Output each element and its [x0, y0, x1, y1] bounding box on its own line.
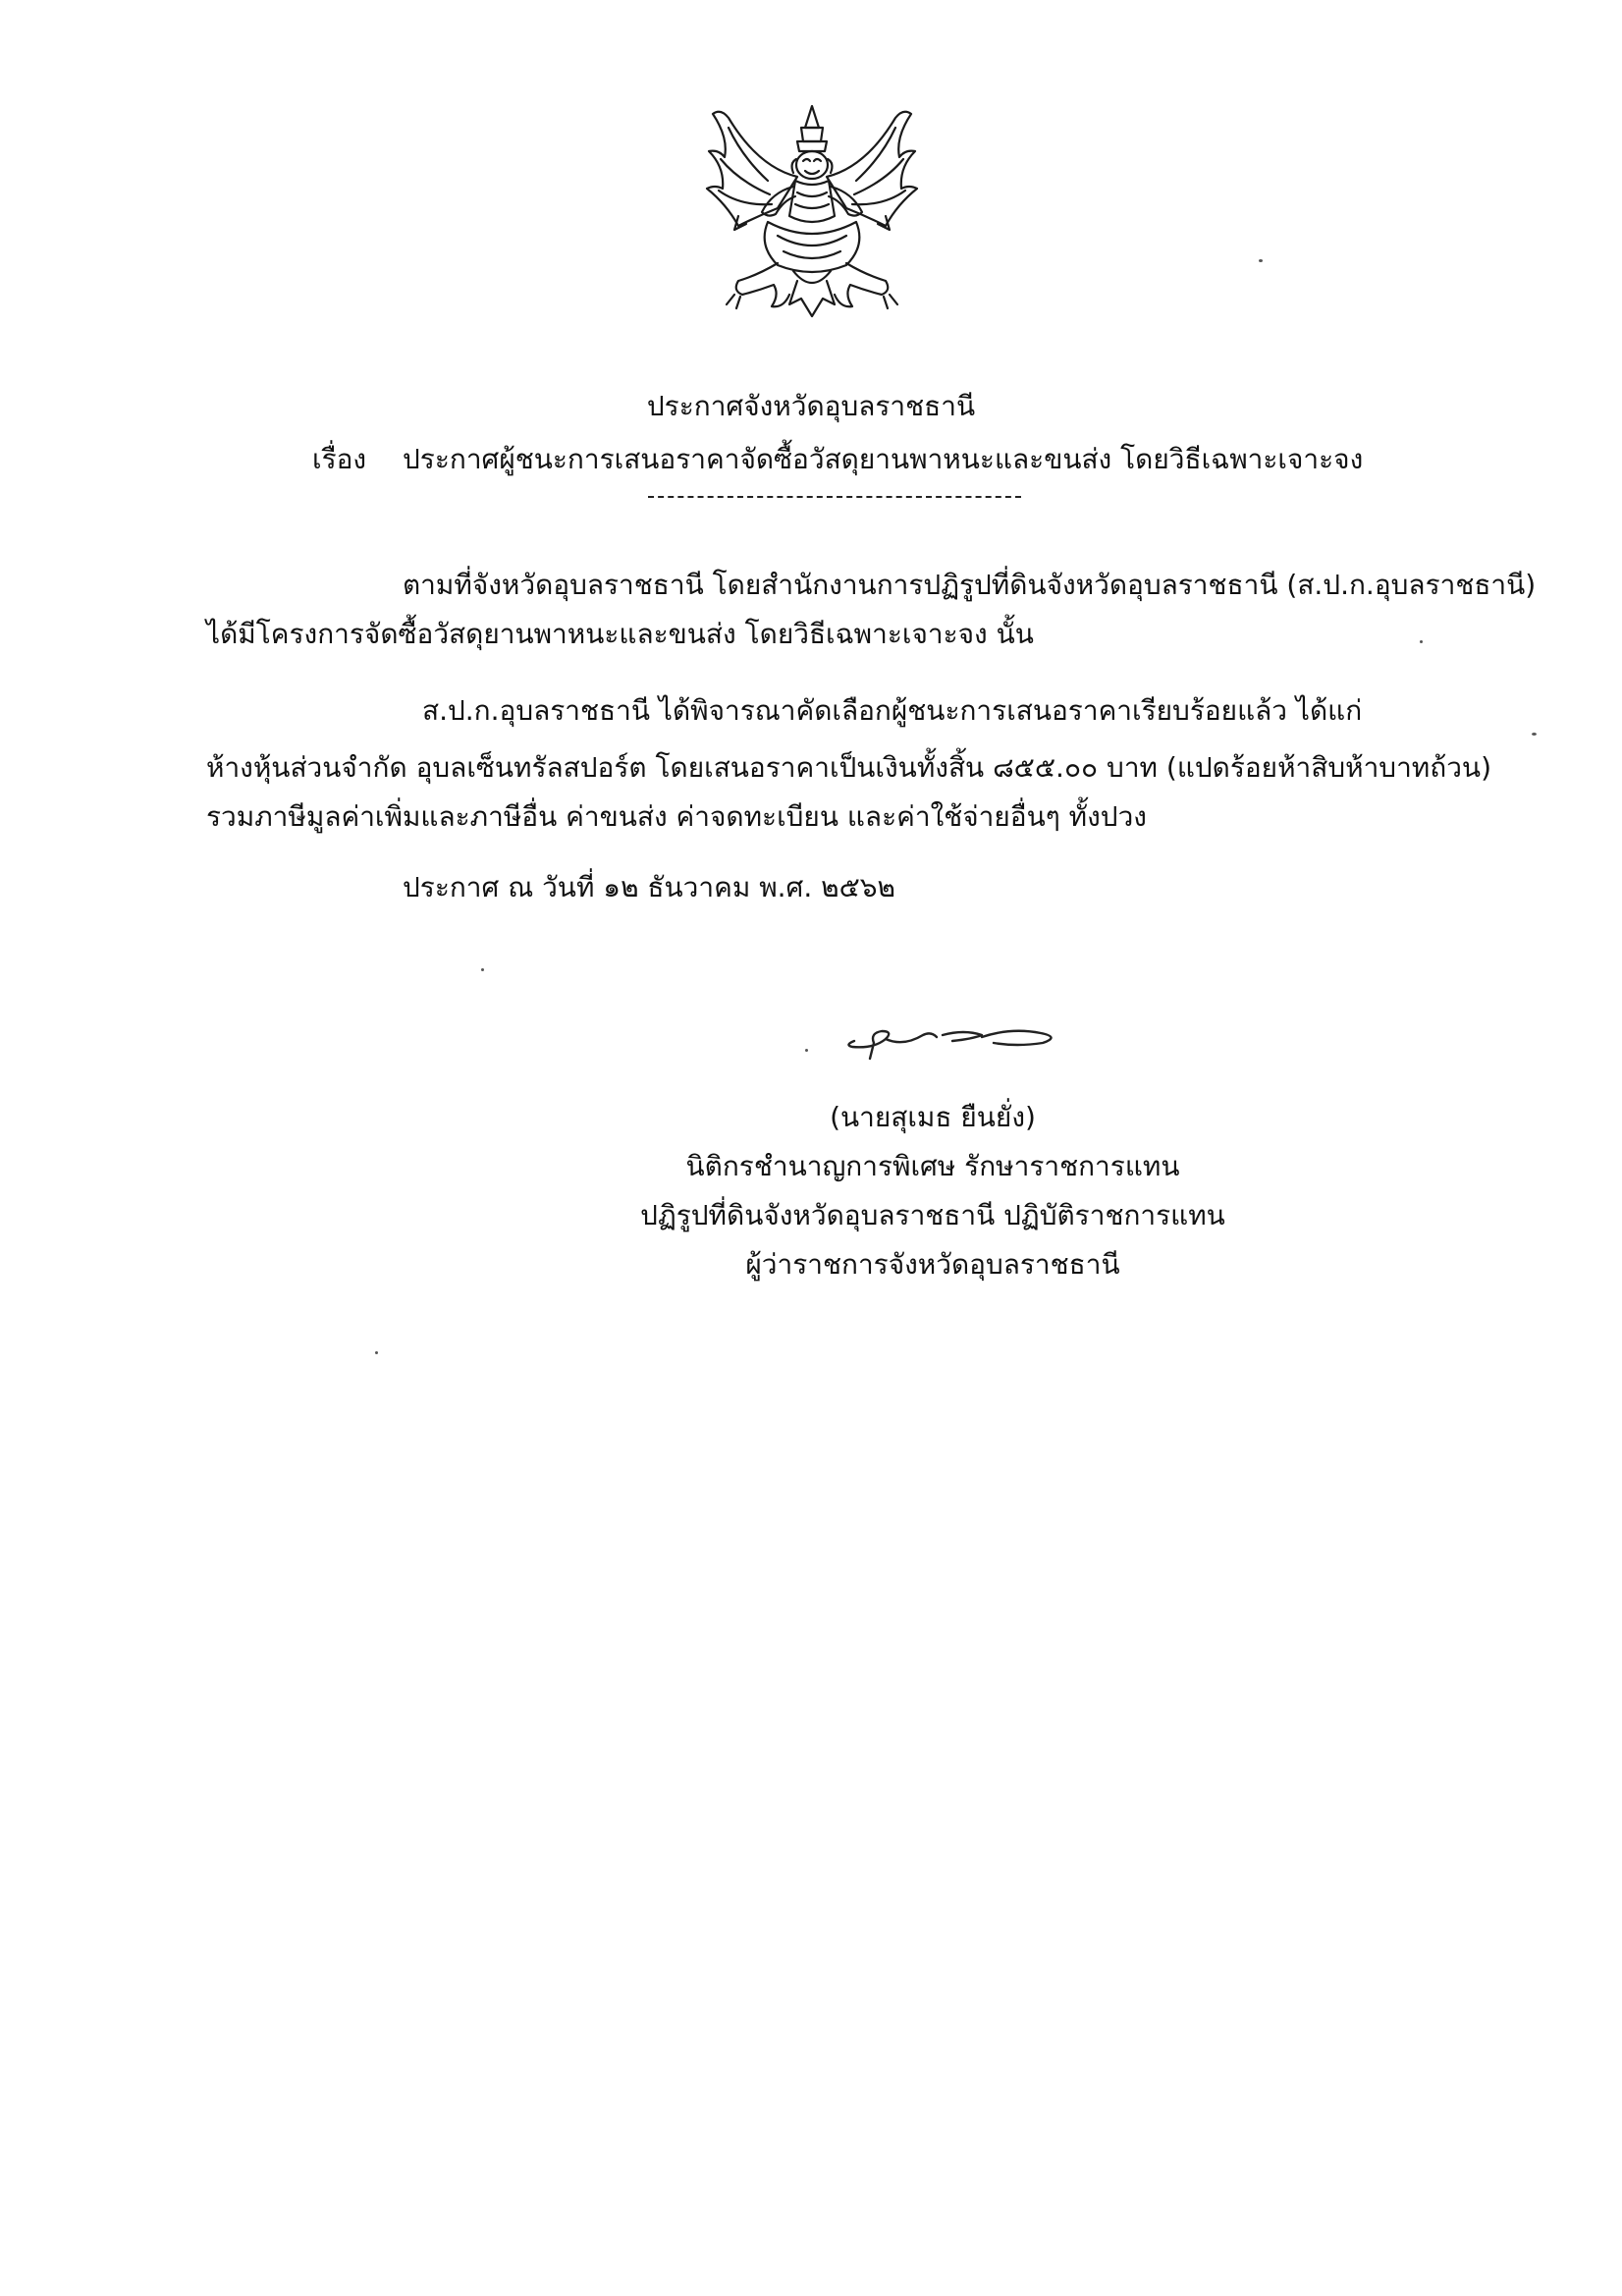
signature-mark-icon [835, 1011, 1090, 1070]
garuda-emblem-icon [699, 98, 925, 334]
scan-speck [1420, 640, 1423, 643]
scan-speck [805, 1049, 808, 1052]
paragraph-2-line-1: ส.ป.ก.อุบลราชธานี ได้พิจารณาคัดเลือกผู้ชนะการเสนอราคาเรียบร้อยแล้ว ได้แก่ [422, 694, 1363, 727]
subject-text: ประกาศผู้ชนะการเสนอราคาจัดซื้อวัสดุยานพาหนะและขนส่ง โดยวิธีเฉพาะเจาะจง [403, 443, 1364, 475]
paragraph-2-line-2: ห้างหุ้นส่วนจำกัด อุบลเซ็นทรัลสปอร์ต โดยเสนอราคาเป็นเงินทั้งสิ้น ๘๕๕.๐๐ บาท (แปดร้อยห้าสิบห้าบาทถ้วน) [206, 751, 1491, 784]
subject-row [312, 440, 1363, 479]
scan-speck [375, 1351, 378, 1354]
signatory-position-3: ผู้ว่าราชการจังหวัดอุบลราชธานี [745, 1248, 1120, 1281]
scan-speck [1532, 733, 1537, 736]
scan-speck [481, 968, 484, 971]
signatory-position-1: นิติกรชำนาญการพิเศษ รักษาราชการแทน [685, 1150, 1180, 1182]
signatory-position-2: ปฏิรูปที่ดินจังหวัดอุบลราชธานี ปฏิบัติราชการแทน [640, 1199, 1225, 1231]
paragraph-2-line-3: รวมภาษีมูลค่าเพิ่มและภาษีอื่น ค่าขนส่ง ค่าจดทะเบียน และค่าใช้จ่ายอื่นๆ ทั้งปวง [206, 800, 1147, 833]
signatory-name: (นายสุเมธ ยืนยั่ง) [830, 1101, 1036, 1133]
scan-speck [1259, 259, 1263, 262]
paragraph-1-line-2: ได้มีโครงการจัดซื้อวัสดุยานพาหนะและขนส่ง โดยวิธีเฉพาะเจาะจง นั้น [206, 618, 1034, 650]
paragraph-1-line-1: ตามที่จังหวัดอุบลราชธานี โดยสำนักงานการปฏิรูปที่ดินจังหวัดอุบลราชธานี (ส.ป.ก.อุบลราชธานี) [403, 569, 1537, 601]
document-title: ประกาศจังหวัดอุบลราชธานี [646, 390, 976, 422]
announce-date: ประกาศ ณ วันที่ ๑๒ ธันวาคม พ.ศ. ๒๕๖๒ [403, 871, 896, 903]
subject-label: เรื่อง [312, 443, 367, 475]
divider-rule [648, 496, 1021, 498]
